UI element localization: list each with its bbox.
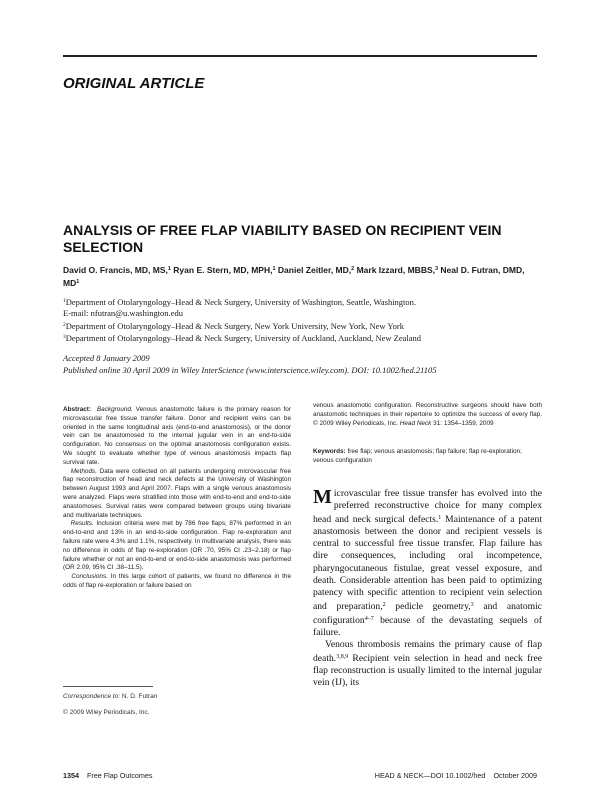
page-footer-right: [375, 771, 537, 780]
affiliation-3: $^3$Department of Otolaryngology–Head & Neck Surgery, University of Auckland, Auckland, New Zealand: [63, 333, 422, 343]
abstract: [63, 406, 291, 591]
copyright-note: © 2009 Wiley Periodicals, Inc.: [63, 709, 150, 716]
accepted-date: Accepted 8 January 2009: [63, 353, 150, 363]
author: Ryan E. Stern, MD, MPH,: [173, 265, 273, 275]
affiliation-2: $^2$Department of Otolaryngology–Head & Neck Surgery, New York University, New York, New York: [63, 321, 404, 331]
author-affiliation-ref: 1: [167, 266, 171, 272]
abstract-conclusions: In this large cohort of patients, we found no difference in the odds of flap re-exploration or failure based on: [63, 573, 292, 589]
keywords: [313, 448, 542, 466]
published-online: Published online 30 April 2009 in Wiley InterScience (www.interscience.wiley.com). DOI: 10.1002/hed.21105: [63, 365, 437, 375]
conclusions-label: Conclusions.: [71, 573, 108, 581]
paragraph-2: Venous thrombosis remains the primary cause of flap death.$^{3,8,9}$ Recipient vein selection in head and neck free flap reconstruction is usually limited to the internal jugular vein (IJ), its: [313, 639, 542, 689]
author-affiliation-ref: 3: [434, 266, 439, 272]
abstract-background: Venous anastomotic failure is the primary reason for microvascular free tissue transfer failure. Donor and recipient veins can be oriented in the same longitudinal axis (end-to-end anastomosis), or the donor vein can be anastomosed to the internal jugular vein in an end-to-side configuration. No consensus on the optimal anastomosis configuration exists. We sought to evaluate whether type of venous anastomosis impacts flap survival rate.: [63, 406, 291, 466]
running-title: Free Flap Outcomes: [87, 771, 153, 780]
abstract-methods: Data were collected on all patients undergoing microvascular free flap reconstruction of head and neck defects at the University of Washington between August 1993 and April 2007. Flaps with a single venous anastomosis were analyzed. Flaps were stratified into those with end-to-end and end-to-side anastomoses. Survival rates were compared between groups using bivariate and multivariate techniques.: [63, 467, 292, 519]
footnote-rule: [63, 686, 153, 687]
abstract-results: Inclusion criteria were met by 786 free flaps; 87% performed in an end-to-end and 13% in an end-to-side configuration. Flap re-exploration and failure rate were 4.3% and 1.1%, respectively. In multivariate analysis, there was no difference in odds of flap re-exploration (OR .70, 95% CI .23–2.18) or flap failure whether or not an end-to-end or end-to-side anastomosis was performed (OR 2.09, 95% CI .38–11.5).: [63, 520, 292, 572]
author-email: E-mail: nfutran@u.washington.edu: [63, 308, 183, 318]
dropcap: M: [313, 486, 332, 508]
author: Daniel Zeitler, MD,: [277, 265, 352, 275]
results-label: Results.: [70, 520, 94, 528]
author: Neal D. Futran, DMD, MD: [63, 265, 525, 288]
body-text: [313, 488, 542, 690]
keywords-list: free flap; venous anastomosis; flap failure; flap re-exploration; venous configuration: [313, 448, 522, 464]
background-label: Background.: [96, 406, 133, 413]
author: Mark Izzard, MBBS,: [356, 265, 435, 275]
methods-label: Methods.: [70, 467, 98, 475]
header-rule: [63, 55, 537, 57]
author-affiliation-ref: 1: [272, 266, 276, 272]
abstract-continued: venous anastomotic configuration. Reconstructive surgeons should have both anastomotic techniques in their repertoire to optimize the success of every flap. © 2009 Wiley Periodicals, Inc. Head Neck 31: 1354–1359, 2009: [313, 402, 542, 427]
page-number: 1354: [63, 771, 79, 780]
abstract-label: Abstract:: [63, 406, 92, 413]
article-title: ANALYSIS OF FREE FLAP VIABILITY BASED ON RECIPIENT VEIN SELECTION: [63, 222, 502, 255]
keywords-label: Keywords:: [313, 448, 346, 455]
journal-doi: HEAD & NECK—DOI 10.1002/hed: [374, 771, 486, 780]
author: David O. Francis, MD, MS,: [63, 265, 168, 275]
publication-dates: [63, 352, 543, 376]
author-affiliation-ref: 2: [351, 266, 355, 272]
correspondence-note: Correspondence to: N. D. Futran: [63, 693, 158, 700]
author-affiliation-ref: 1: [76, 279, 80, 285]
issue-date: October 2009: [493, 771, 537, 780]
affiliation-1: $^1$Department of Otolaryngology–Head & Neck Surgery, University of Washington, Seattle, Washington. E-mail: nfutran@u.washington.edu: [63, 297, 417, 318]
section-label: ORIGINAL ARTICLE: [63, 75, 205, 92]
author-list: [63, 263, 543, 289]
page-footer-left: [63, 771, 153, 780]
paragraph-1: Microvascular free tissue transfer has evolved into the preferred reconstructive choice for many complex head and neck surgical defects.$^1$ Maintenance of a patent anastomosis between the donor and recipient vessels is central to successful free tissue transfer. Flap failure has dire consequences, including oral incompetence, pharyngocutaneous fistulae, great vessel exposure, and death. Considerable attention has been paid to optimizing patency with specific attention to recipient vein selection and preparation,$^2$ pedicle geometry,$^3$ and anatomic configuration$^{4-7}$ because of the devastating sequels of failure.: [313, 486, 542, 639]
